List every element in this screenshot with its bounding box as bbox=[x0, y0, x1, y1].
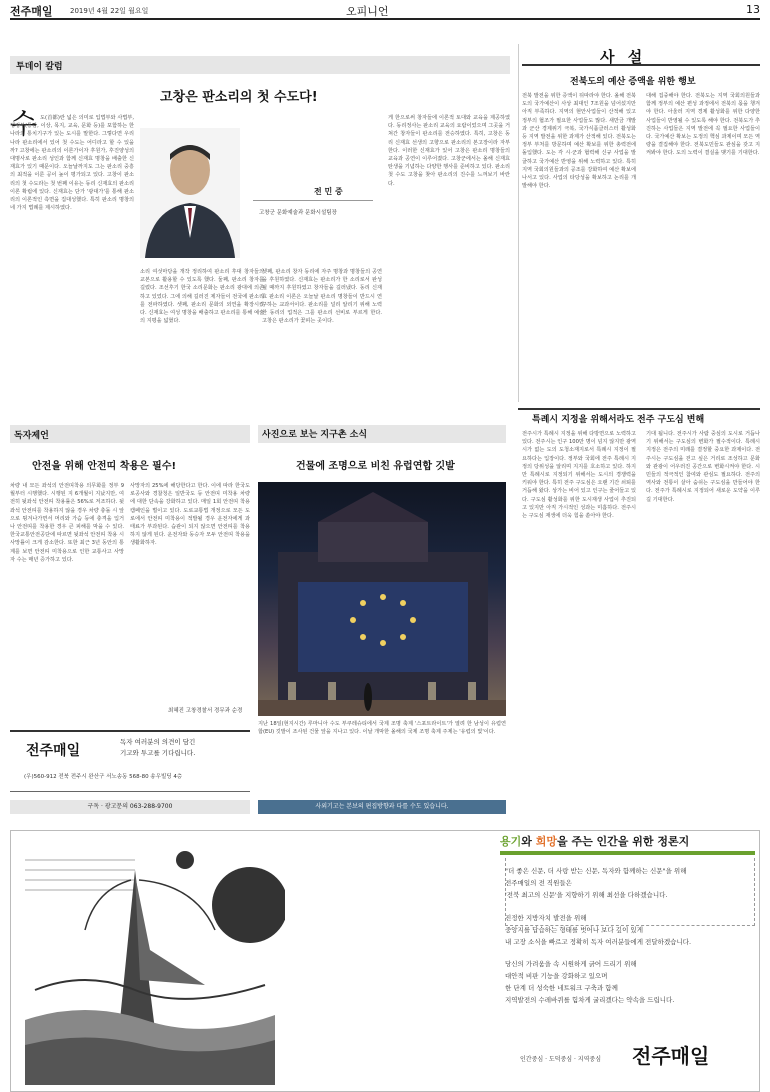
page-number: 13 bbox=[746, 3, 760, 16]
reader-label: 독자제언 bbox=[14, 431, 49, 441]
ad-headline-hope: 희망 bbox=[535, 835, 557, 848]
column-text-4: 게 한으로써 창자들에 이론적 토대와 교육을 제공하였다. 동리정사는 판소리 교육의 요람이었으며 그곳을 거쳐간 창자들이 판소리를 전승하였다. 특히, 고창은 동리 신재효 선생의 고향으로 판소리의 본고장이라 자부한다. 이러한 신재효가 있어 고창은 판소리 명창들의 교육과 공연이 이루어졌다. 고창군에서는 올해 신재효 탄생을 기념하는 다양한 행사를 준비하고 있다. 판소리 첫 수도 고창을 찾아 판소리의 진수를 느껴보기 바란다. bbox=[388, 115, 510, 187]
feedback-logo: 전주매일 bbox=[26, 743, 81, 759]
feedback-line-2: 기고와 투고를 기다립니다. bbox=[120, 749, 196, 757]
ad-headline-courage: 용기 bbox=[500, 835, 522, 848]
photo-news-label: 사진으로 보는 지구촌 소식 bbox=[262, 430, 368, 440]
reader-text-2: 사망자의 25%에 해당한다고 한다. 이에 따라 한국도로공사와 경찰청은 일반국도 등 안전띠 미착용 차량에 대한 단속을 강화하고 있다. 매일 1회 안전띠 착용 캠페인을 벌이고 있다. 도로교통법 개정으로 모든 도로에서 안전띠 미착용이 적발될 경우 운전자에게 과태료가 부과된다. 습관이 되지 않으면 안전띠를 착용하지 않게 된다. 운전자와 동승자 모두 안전띠 착용을 생활화하자. bbox=[130, 483, 250, 547]
ad-p3-line: 한 단계 더 성숙한 네트워크 구축과 함께 bbox=[505, 984, 618, 992]
column-text-2: 소리 여섯마당을 개작 정리하여 판소리 후대 창자들의 교본으로 활용할 수 있도록 했다. 둘째, 판소리 창자를 길렀다. 조선후기 한국 소리문화는 판소리 광대에 의존하고 있었다. 그에 의해 길러진 제자들이 전국에 판소리를 전파하였다. 셋째, 판소리 문화의 외연을 확장시켰다. 신재효는 여성 명창을 배출하고 판소리를 통해 예술의 지평을 넓혔다. bbox=[140, 269, 264, 325]
ad-p3-line: 대안적 비판 기능을 강화하고 있으며 bbox=[505, 972, 608, 980]
section-title: 오피니언 bbox=[346, 5, 389, 18]
reader-label-bar bbox=[10, 425, 250, 443]
disclaimer-bar: 사외기고는 본보의 편집방향과 다를 수도 있습니다. bbox=[258, 800, 506, 814]
reader-text-1: 차량 내 모든 좌석의 안전띠착용 의무화를 정부 9월부터 시행했다. 시행된 지 6개월이 지났지만, 여전히 뒷좌석 안전띠 착용률은 56%로 저조하다. 뒷좌석 안전띠를 착용하지 않을 경우 차량 충돌 시 앞으로 튕겨나가면서 머리와 가슴 등에 충격을 입거나 안전띠를 착용한 경우 큰 피해를 막을 수 있다. 한국교통안전공단에 따르면 뒷좌석 안전띠 착용 시 사망률이 크게 감소한다. 또한 최근 3년 동안의 통계를 보면 안전띠 미착용으로 인한 교통사고 사망자 수는 매년 증가하고 있다. bbox=[10, 483, 124, 563]
special-title: 특례시 지정을 위해서라도 전주 구도심 변해 bbox=[532, 415, 705, 425]
ad-p3-line: 당신의 가려움을 속 시원하게 긁어 드리기 위해 bbox=[505, 960, 637, 968]
author-divider bbox=[253, 200, 373, 201]
reader-title: 안전을 위해 안전띠 착용은 필수! bbox=[32, 461, 177, 472]
ad-logo: 전주매일 bbox=[632, 1044, 710, 1068]
page-header bbox=[10, 0, 760, 20]
column-label-bar bbox=[10, 56, 510, 74]
column-title: 고창은 판소리의 첫 수도다! bbox=[160, 90, 318, 105]
feedback-line-1: 독자 여러분의 의견이 담긴 bbox=[120, 738, 196, 746]
editorial-text-2: 대해 집중해야 한다. 전북도는 지역 국회의원들과 함께 정부의 예산 편성 과정에서 전북의 몫을 챙겨야 한다. 아울러 지역 경제 활성화를 위한 다양한 사업들이 반영될 수 있도록 해야 한다. 전북도가 추진하는 사업들은 지역 발전에 꼭 필요한 사업들이다. 국가예산 확보는 도정의 핵심 과제이며 모든 역량을 결집해야 한다. 전북도민들도 관심을 갖고 지켜봐야 한다. 도의 노력이 결실을 맺기를 기대한다. bbox=[646, 93, 760, 157]
column-text-1: 도(首都)란 넓은 의미로 입법부와 사법부, 행정부(통감, 이상, 목지, 교육, 문화 등)를 포함하는 한 나라의 통치기구가 있는 도시를 말한다. 그렇다면 우리나라 판소리에서 있어 첫 수도는 어디라고 할 수 있을까? 고창에는 판소리의 이론가이자 후원가, 후진양성의 대명사로 판소리 성인과 함께 신재효 명창을 배출한 신재효가 있기 때문이다. 오늘날까지도 그는 판소리 중흥의 최적을 이룬 공이 높이 평가되고 있다. 고창이 판소리의 첫 수도라는 첫 번째 이유는 동리 신재효의 판소리 이론 확립에 있다. 신재효는 단가 '광대가'를 통해 판소리의 이론적인 측면을 집대성했다. 특히 판소리 명창의 네 가지 법례를 제시하였다. bbox=[10, 115, 134, 212]
author-title: 고창군 문화예술과 문화시설팀장 bbox=[259, 210, 337, 216]
ad-slogan: 인간중심 · 도덕중심 · 지역중심 bbox=[520, 1056, 601, 1063]
ad-p1-line: '전북 최고의 신문'을 지향하기 위해 최선을 다하겠습니다. bbox=[505, 891, 668, 899]
issue-date: 2019년 4월 22일 월요일 bbox=[70, 7, 149, 15]
ad-headline-rule bbox=[500, 851, 755, 855]
author-name: 전 민 중 bbox=[314, 187, 343, 196]
column-dropcap: 수 bbox=[10, 107, 38, 140]
ad-paragraph-1 bbox=[505, 865, 686, 901]
eu-flag-building-icon bbox=[258, 482, 506, 716]
column-label: 투데이 칼럼 bbox=[10, 56, 510, 74]
special-rule bbox=[518, 408, 760, 410]
ad-headline-rest: 을 주는 인간을 위한 정론지 bbox=[557, 835, 690, 848]
special-text-1: 전주시가 특례시 지정을 위해 다방면으로 노력하고 있다. 전주시는 인구 100만 명이 넘지 않지만 광역시가 없는 도의 도청소재지로서 특례시 지정이 필요하다는 입장이다. 정부와 국회에 전주 특례시 지정의 당위성을 알리며 지지를 호소하고 있다. 하지만 특례시로 지정되기 위해서는 도시의 경쟁력을 키워야 한다. 특히 전주 구도심은 오랜 기간 쇠퇴를 거듭해 왔다. 상가는 비어 있고 인구는 줄어들고 있다. 구도심 활성화를 위한 도시재생 사업이 추진되고 있지만 아직 가시적인 성과는 미흡하다. 전주시는 구도심 재생에 더욱 힘을 쏟아야 한다. bbox=[522, 431, 636, 520]
photo-news-title: 건물에 조명으로 비친 유럽연합 깃발 bbox=[296, 461, 455, 472]
editorial-rule bbox=[522, 64, 760, 66]
ad-p1-line: "더 좋은 신문, 더 사랑 받는 신문, 독자와 함께하는 신문"을 위해 bbox=[505, 867, 687, 875]
editorial-label: 사 설 bbox=[600, 48, 647, 66]
ad-headline-and: 와 bbox=[521, 835, 536, 848]
reader-signature: 최혜진 고창경찰서 경무과 순경 bbox=[168, 708, 243, 714]
feedback-box bbox=[10, 730, 250, 792]
photo-caption: 지난 18일(현지시간) 루마니아 수도 부쿠레슈티에서 국제 조명 축제 '스포트라이트'가 열려 한 남성이 유럽연합(EU) 깃발이 조사된 건물 앞을 지나고 있다. 이날 개막한 올해의 국제 조명 축제 주제는 '유럽의 빛'이다. bbox=[258, 721, 506, 736]
lighthouse-sea-illustration-icon bbox=[25, 840, 285, 1085]
photo-news-image bbox=[258, 482, 506, 716]
ad-p1-line: 전주매일의 전 직원들은 bbox=[505, 879, 572, 887]
ad-paragraph-2 bbox=[505, 912, 691, 948]
author-photo bbox=[140, 128, 280, 266]
editorial-text-1: 전북 발전을 위한 증액이 뒤따라야 한다. 올해 전북도의 국가예산이 사상 최대인 7조원을 넘어섰지만 아직 부족하다. 지역의 현안사업들이 산적해 있고 정부의 협조가 필요한 사업들도 많다. 새만금 개발과 군산 경제위기 극복, 국가식품클러스터 활성화 등 지역 발전을 위한 과제가 산적해 있다. 전북도는 정부 부처를 방문하며 예산 확보를 위한 총력전에 돌입했다. 도는 각 시·군과 협력해 신규 사업을 발굴하고 국가예산 반영을 위해 노력하고 있다. 특히 지역 국회의원들과의 공조를 강화하여 예산 확보에 나서고 있다. 사업의 타당성을 확보하고 논리를 개발해야 한다. bbox=[522, 93, 636, 190]
ad-p2-line: 진정한 지방자치 발전을 위해 bbox=[505, 914, 587, 922]
editorial-title: 전북도의 예산 증액을 위한 행보 bbox=[570, 77, 696, 87]
feedback-address: (우)560-912 전북 전주시 완산구 서노송동 568-80 송우빌딩 4층 bbox=[24, 774, 183, 780]
ad-p2-line: 중앙지를 답습하는 형태를 벗어나 보다 깊이 있게 bbox=[505, 926, 643, 934]
author-portrait-icon bbox=[140, 128, 240, 258]
ad-p2-line: 내 고장 소식을 빠르고 정확히 독자 여러분들에게 전달하겠습니다. bbox=[505, 938, 692, 946]
ad-headline bbox=[500, 833, 689, 849]
ad-p3-line: 지역발전의 수레바퀴를 힘차게 굴리겠다는 약속을 드립니다. bbox=[505, 996, 675, 1004]
photo-news-label-bar bbox=[258, 425, 506, 443]
subscription-phone: 구독 · 광고문의 063-288-9700 bbox=[10, 800, 250, 814]
masthead-logo: 전주매일 bbox=[10, 5, 53, 18]
column-text-3: 셋째, 판소리 창자 동리에 자주 명창과 명창들의 공연을 후원하였다. 신재효는 판소리가 한 소리로서 완성될 때까지 후원하였고 창자들을 길러냈다. 동리 신재효 판소리 이론은 오늘날 판소리 명창들이 반드시 연구하는 교과서이다. 판소리를 널리 알리기 위해 노력한 동리의 업적은 그를 판소리 선비로 부르게 한다. 고창은 판소리가 꽃피는 곳이다. bbox=[262, 269, 382, 325]
special-text-2: 기대 됩니다. 전주시가 사람 중심의 도시로 거듭나기 위해서는 구도심의 변화가 필수적이다. 특례시 지정은 전주의 미래를 결정할 중요한 과제이다. 전주시는 구도심을 걷고 싶은 거리로 조성하고 문화와 관광이 어우러진 공간으로 변화시켜야 한다. 시민들의 적극적인 참여와 관심도 필요하다. 전주의 역사와 전통이 살아 숨쉬는 구도심을 만들어야 한다. 전주가 특례시로 지정되어 새로운 도약을 이루길 기대한다. bbox=[646, 431, 760, 503]
ad-paragraph-3 bbox=[505, 958, 674, 1006]
